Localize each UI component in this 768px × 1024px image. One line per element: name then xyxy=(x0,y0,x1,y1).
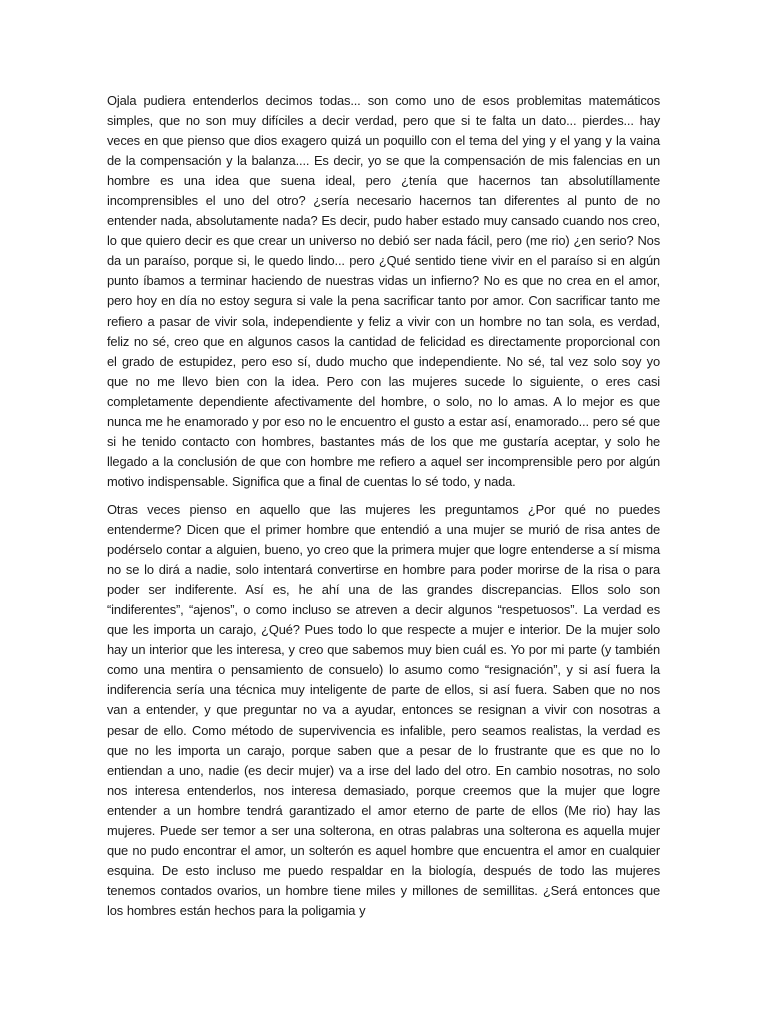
paragraph-1-text: Ojala pudiera entenderlos decimos todas... son como uno de esos problemitas matemáticos simples, que no son muy difíciles a decir verdad, pero que si te falta un dato... pierdes... hay veces en que pienso que dios exagero quizá un poquillo con el tema del ying y el yang y la vaina de la compensación y la balanza.... Es decir, yo se que la compensación de mis falencias en un hombre es una idea que suena ideal, pero ¿tenía que hacernos tan absolutíllamente incomprensibles el uno del otro? ¿sería necesario hacernos tan diferentes al punto de no entender nada, absolutamente nada? Es decir, pudo haber estado muy cansado cuando nos creo, lo que quiero decir es que crear un universo no debió ser nada fácil, pero (me rio) ¿en serio? Nos da un paraíso, porque si, le quedo lindo... pero ¿Qué sentido tiene vivir en el paraíso si en algún punto íbamos a terminar haciendo de nuestras vidas un infierno? No es que no crea en el amor, pero hoy en día no estoy segura si vale la pena sacrificar tanto por amor. Con sacrificar tanto me refiero a pasar de vivir sola, independiente y feliz a vivir con un hombre no tan sola, es verdad, feliz no sé, creo que en algunos casos la cantidad de felicidad es directamente proporcional con el grado de estupidez, pero eso sí, dudo mucho que independiente. No sé, tal vez solo soy yo que no me llevo bien con la idea. Pero con las mujeres sucede lo siguiente, o eres casi completamente dependiente afectivamente del hombre, o solo, no lo amas. A lo mejor es que nunca me he enamorado y por eso no le encuentro el gusto a estar así, enamorado... pero sé que si he tenido contacto con hombres, bastantes más de los que me gustaría aceptar, y solo he llegado a la conclusión de que con hombre me refiero a aquel ser incomprensible pero por algún motivo indispensable. Significa que a final de cuentas lo sé todo, y nada. xyxy=(107,93,660,489)
paragraph-2 xyxy=(107,500,660,921)
paragraph-2-text: Otras veces pienso en aquello que las mujeres les preguntamos ¿Por qué no puedes entenderme? Dicen que el primer hombre que entendió a una mujer se murió de risa antes de podérselo contar a alguien, bueno, yo creo que la primera mujer que logre entenderse a sí misma no se lo dirá a nadie, solo intentará convertirse en hombre para poder morirse de la risa o para poder ser indiferente. Así es, he ahí una de las grandes discrepancias. Ellos solo son “indiferentes”, “ajenos”, o como incluso se atreven a decir algunos “respetuosos”. La verdad es que les importa un carajo, ¿Qué? Pues todo lo que respecte a mujer e interior. De la mujer solo hay un interior que les interesa, y creo que sabemos muy bien cuál es. Yo por mi parte (y también como una mentira o pensamiento de consuelo) lo asumo como “resignación”, y si así fuera la indiferencia sería una técnica muy inteligente de parte de ellos, si así fuera. Saben que no nos van a entender, y que preguntar no va a ayudar, entonces se resignan a vivir con nosotras a pesar de ello. Como método de supervivencia es infalible, pero seamos realistas, la verdad es que no les importa un carajo, porque saben que a pesar de lo frustrante que es que no lo entiendan a uno, nadie (es decir mujer) va a irse del lado del otro. En cambio nosotras, no solo nos interesa entenderlos, nos interesa demasiado, porque creemos que la mujer que logre entender a un hombre tendrá garantizado el amor eterno de parte de ellos (Me rio) hay las mujeres. Puede ser temor a ser una solterona, en otras palabras una solterona es aquella mujer que no pudo encontrar el amor, un solterón es aquel hombre que encuentra el amor en cualquier esquina. De esto incluso me puedo respaldar en la biología, después de todo las mujeres tenemos contados ovarios, un hombre tiene miles y millones de semillitas. ¿Será entonces que los hombres están hechos para la poligamia y xyxy=(107,502,660,918)
paragraph-1 xyxy=(107,91,660,492)
